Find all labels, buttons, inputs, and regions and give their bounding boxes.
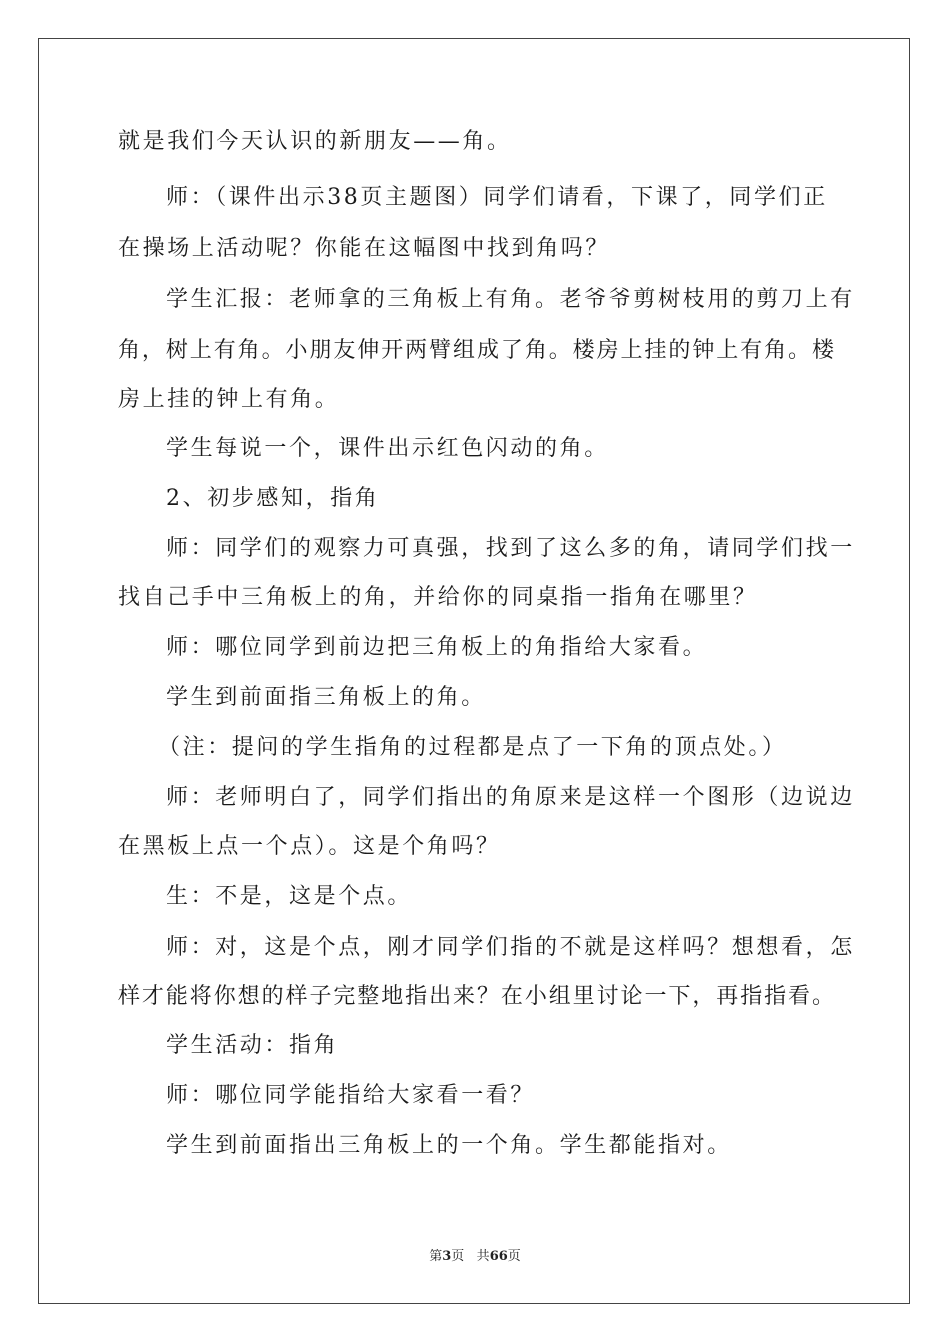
footer-total-prefix: 共 <box>476 1249 490 1264</box>
page-footer <box>0 1248 950 1266</box>
paragraph-line: 样才能将你想的样子完整地指出来？在小组里讨论一下，再指指看。 <box>118 984 834 1009</box>
paragraph-line: 师：对，这是个点，刚才同学们指的不就是这样吗？想想看，怎 <box>166 935 855 960</box>
paragraph-line: 学生活动：指角 <box>166 1033 339 1058</box>
paragraph-line: 找自己手中三角板上的角，并给你的同桌指一指角在哪里？ <box>118 585 758 610</box>
paragraph-line: 学生到前面指出三角板上的一个角。学生都能指对。 <box>166 1133 732 1158</box>
footer-page-suffix: 页 <box>451 1249 465 1264</box>
paragraph-line: 学生到前面指三角板上的角。 <box>166 685 486 710</box>
section-heading: 2、初步感知，指角 <box>166 486 380 511</box>
paragraph-line: 房上挂的钟上有角。 <box>118 387 340 412</box>
page-border <box>38 38 910 1304</box>
footer-total-pages: 66 <box>489 1249 508 1264</box>
paragraph-line: 师：哪位同学能指给大家看一看？ <box>166 1083 536 1108</box>
paragraph-line: 师：同学们的观察力可真强，找到了这么多的角，请同学们找一 <box>166 536 855 561</box>
paragraph-line: 在操场上活动呢？你能在这幅图中找到角吗？ <box>118 236 611 261</box>
footer-page-number: 3 <box>442 1249 452 1264</box>
paragraph-line: 就是我们今天认识的新朋友——角。 <box>118 129 512 154</box>
paragraph-line: 学生每说一个，课件出示红色闪动的角。 <box>166 436 609 461</box>
footer-total-suffix: 页 <box>507 1249 521 1264</box>
footer-prefix: 第 <box>429 1249 443 1264</box>
note-line: （注：提问的学生指角的过程都是点了一下角的顶点处。） <box>158 735 787 760</box>
paragraph-line: 师：哪位同学到前边把三角板上的角指给大家看。 <box>166 635 708 660</box>
paragraph-line: 学生汇报：老师拿的三角板上有角。老爷爷剪树枝用的剪刀上有 <box>166 287 855 312</box>
paragraph-line: 生：不是，这是个点。 <box>166 884 413 909</box>
paragraph-line: 师：（课件出示38页主题图）同学们请看，下课了，同学们正 <box>166 185 828 210</box>
paragraph-line: 师：老师明白了，同学们指出的角原来是这样一个图形（边说边 <box>166 785 855 810</box>
paragraph-line: 角，树上有角。小朋友伸开两臂组成了角。楼房上挂的钟上有角。楼 <box>118 338 834 363</box>
paragraph-line: 在黑板上点一个点）。这是个角吗？ <box>118 834 501 859</box>
